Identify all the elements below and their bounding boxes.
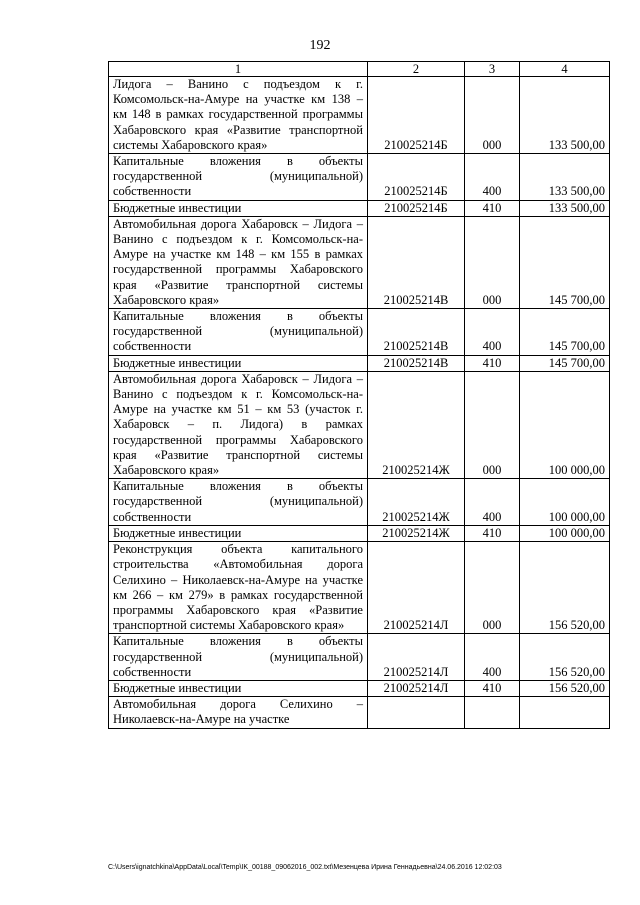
row-vr-cell <box>465 697 520 728</box>
row-code-cell <box>368 697 465 728</box>
row-code-cell: 210025214В <box>368 309 465 356</box>
footer-file-path: C:\Users\ignatchkina\AppData\Local\Temp\IK_00188_09062016_002.txt\Мезенцева Ирина Геннадьевна\24.06.2016 12:02:03 <box>108 864 502 871</box>
row-sum-cell: 100 000,00 <box>520 371 610 478</box>
row-vr-cell: 410 <box>465 355 520 371</box>
row-sum-cell: 156 520,00 <box>520 542 610 634</box>
row-name-cell: Автомобильная дорога Хабаровск – Лидога – Ванино с подъездом к г. Комсомольск-на-Амуре на участке км 148 – км 155 в рамках государственной программы Хабаровского края «Развитие транспортной системы Хабаровского края» <box>109 216 368 308</box>
row-name-cell: Капитальные вложения в объекты государственной (муниципальной) собственности <box>109 479 368 526</box>
row-code-cell: 210025214Б <box>368 200 465 216</box>
row-vr-cell: 000 <box>465 371 520 478</box>
row-sum-cell: 145 700,00 <box>520 355 610 371</box>
header-col-1: 1 <box>109 62 368 77</box>
row-code-cell: 210025214Л <box>368 542 465 634</box>
row-name-cell: Бюджетные инвестиции <box>109 200 368 216</box>
row-vr-cell: 000 <box>465 77 520 154</box>
table-row <box>109 355 610 371</box>
row-vr-cell: 000 <box>465 216 520 308</box>
row-name-cell: Автомобильная дорога Селихино – Николаевск-на-Амуре на участке <box>109 697 368 728</box>
budget-table <box>108 61 610 729</box>
table-row <box>109 309 610 356</box>
row-sum-cell: 145 700,00 <box>520 309 610 356</box>
row-name-cell: Автомобильная дорога Хабаровск – Лидога – Ванино с подъездом к г. Комсомольск-на-Амуре на участке км 51 – км 53 (участок г. Хабаровск – п. Лидога) в рамках государственной программы Хабаровского края «Развитие транспортной системы Хабаровского края» <box>109 371 368 478</box>
table-row <box>109 154 610 201</box>
row-name-cell: Капитальные вложения в объекты государственной (муниципальной) собственности <box>109 634 368 681</box>
row-name-cell: Бюджетные инвестиции <box>109 680 368 696</box>
row-code-cell: 210025214Ж <box>368 479 465 526</box>
row-code-cell: 210025214Ж <box>368 525 465 541</box>
row-name-cell: Реконструкция объекта капитального строительства «Автомобильная дорога Селихино – Николаевск-на-Амуре на участке км 266 – км 279» в рамках государственной программы Хабаровского края «Развитие транспортной системы Хабаровского края» <box>109 542 368 634</box>
row-sum-cell: 156 520,00 <box>520 680 610 696</box>
table-row <box>109 680 610 696</box>
row-vr-cell: 410 <box>465 200 520 216</box>
row-sum-cell <box>520 697 610 728</box>
row-vr-cell: 000 <box>465 542 520 634</box>
row-code-cell: 210025214Б <box>368 77 465 154</box>
table-row <box>109 525 610 541</box>
row-vr-cell: 400 <box>465 479 520 526</box>
header-col-2: 2 <box>368 62 465 77</box>
row-name-cell: Бюджетные инвестиции <box>109 355 368 371</box>
row-code-cell: 210025214Л <box>368 634 465 681</box>
row-sum-cell: 100 000,00 <box>520 525 610 541</box>
row-sum-cell: 100 000,00 <box>520 479 610 526</box>
row-vr-cell: 400 <box>465 154 520 201</box>
row-name-cell: Бюджетные инвестиции <box>109 525 368 541</box>
table-row <box>109 697 610 728</box>
row-sum-cell: 133 500,00 <box>520 77 610 154</box>
table-row <box>109 200 610 216</box>
header-col-3: 3 <box>465 62 520 77</box>
page-number: 192 <box>309 38 331 53</box>
row-sum-cell: 133 500,00 <box>520 154 610 201</box>
row-sum-cell: 133 500,00 <box>520 200 610 216</box>
row-vr-cell: 410 <box>465 680 520 696</box>
row-code-cell: 210025214Ж <box>368 371 465 478</box>
table-header-row <box>109 62 610 77</box>
row-name-cell: Капитальные вложения в объекты государственной (муниципальной) собственности <box>109 154 368 201</box>
table-row <box>109 542 610 634</box>
row-sum-cell: 145 700,00 <box>520 216 610 308</box>
header-col-4: 4 <box>520 62 610 77</box>
row-name-cell: Лидога – Ванино с подъездом к г. Комсомольск-на-Амуре на участке км 138 – км 148 в рамках государственной программы Хабаровского края «Развитие транспортной системы Хабаровского края» <box>109 77 368 154</box>
row-name-cell: Капитальные вложения в объекты государственной (муниципальной) собственности <box>109 309 368 356</box>
row-vr-cell: 400 <box>465 309 520 356</box>
row-code-cell: 210025214Б <box>368 154 465 201</box>
table-row <box>109 479 610 526</box>
table-row <box>109 216 610 308</box>
table-row <box>109 634 610 681</box>
table-row <box>109 371 610 478</box>
table-row <box>109 77 610 154</box>
row-code-cell: 210025214В <box>368 355 465 371</box>
row-vr-cell: 400 <box>465 634 520 681</box>
row-sum-cell: 156 520,00 <box>520 634 610 681</box>
row-code-cell: 210025214В <box>368 216 465 308</box>
row-code-cell: 210025214Л <box>368 680 465 696</box>
row-vr-cell: 410 <box>465 525 520 541</box>
